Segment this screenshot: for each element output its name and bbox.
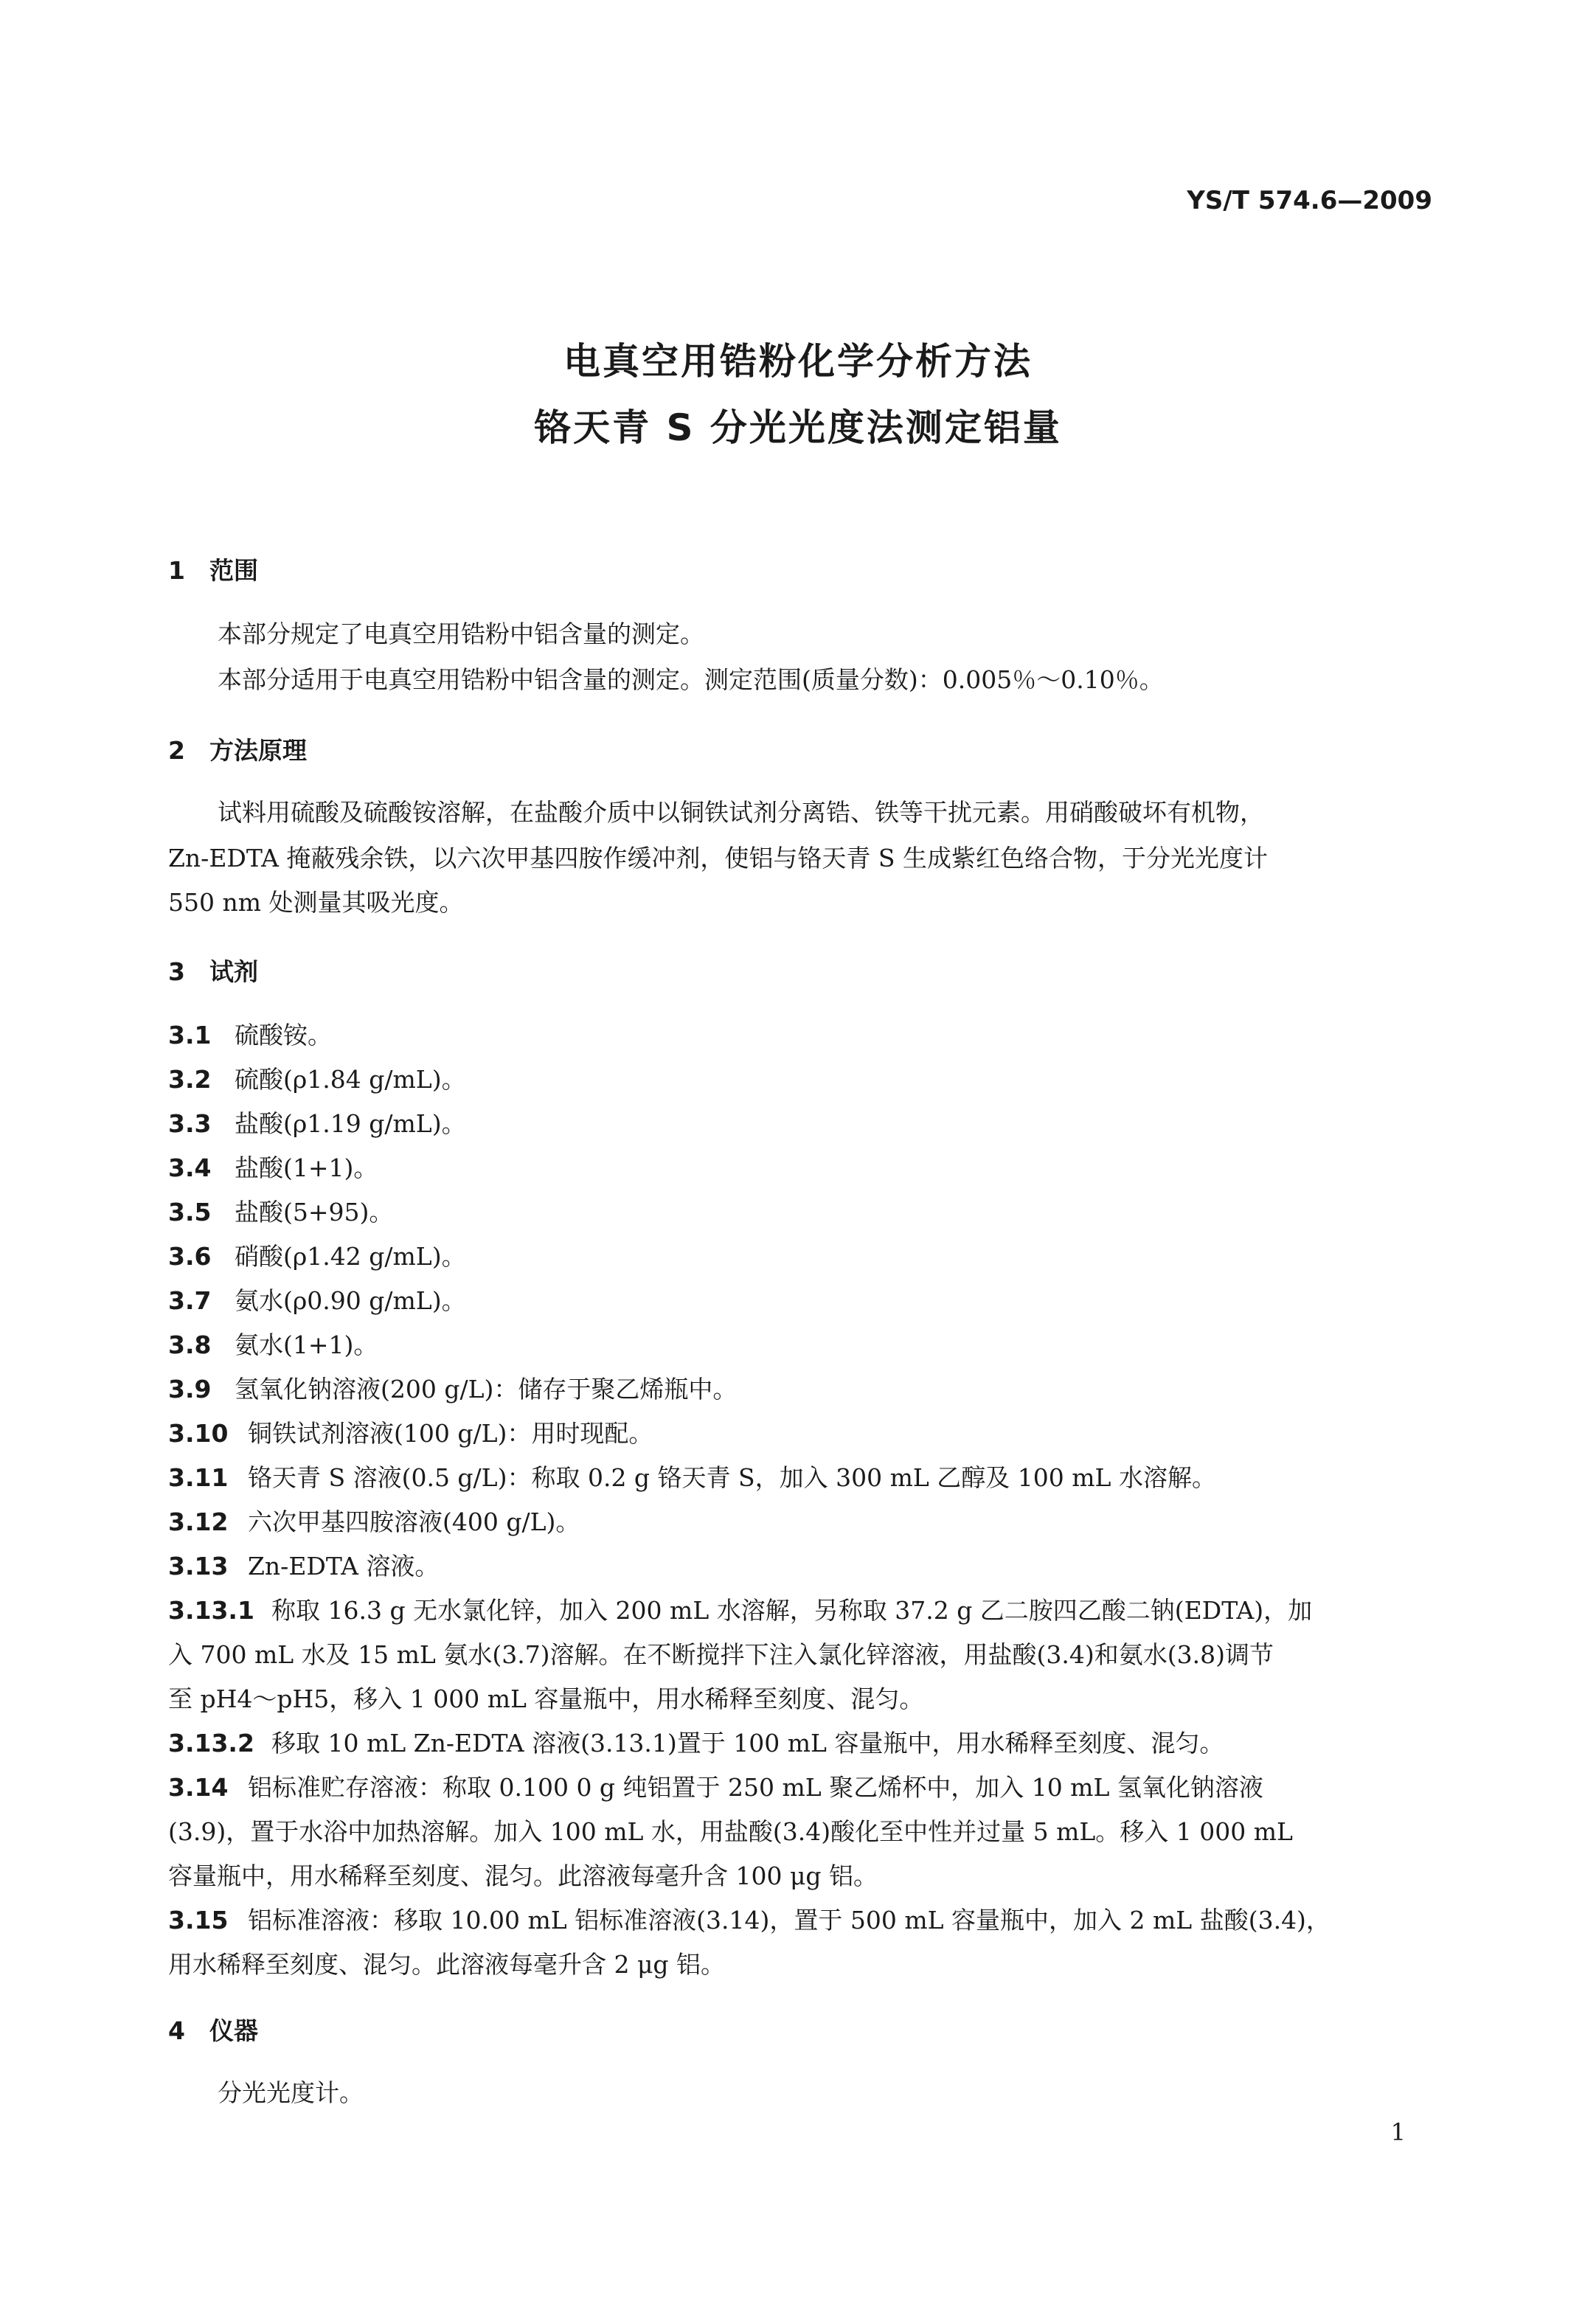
reagent-item-3-15 bbox=[168, 1898, 1437, 1943]
item-number: 3.14 bbox=[168, 1773, 229, 1802]
item-text: 铝标准贮存溶液：称取 0.100 0 g 纯铝置于 250 mL 聚乙烯杯中，加入 10 mL 氢氧化钠溶液 bbox=[248, 1773, 1263, 1802]
page-number: 1 bbox=[1390, 2118, 1406, 2146]
reagent-item bbox=[168, 1323, 1437, 1367]
reagent-item bbox=[168, 1456, 1437, 1500]
reagent-item bbox=[168, 1544, 1437, 1589]
item-number: 3.2 bbox=[168, 1065, 212, 1094]
section-number: 1 bbox=[168, 556, 185, 585]
item-number: 3.13.2 bbox=[168, 1729, 254, 1758]
standard-number: YS/T 574.6—2009 bbox=[1187, 186, 1432, 215]
item-number: 3.7 bbox=[168, 1286, 212, 1315]
item-text: 氢氧化钠溶液(200 g/L)：储存于聚乙烯瓶中。 bbox=[235, 1375, 738, 1403]
item-text: 盐酸(5+95)。 bbox=[235, 1198, 394, 1226]
section-3-heading bbox=[168, 953, 258, 988]
reagent-subitem-3-13-1-line-2: 入 700 mL 水及 15 mL 氨水(3.7)溶解。在不断搅拌下注入氯化锌溶液，用盐酸(3.4)和氨水(3.8)调节 bbox=[168, 1640, 1274, 1669]
section-number: 3 bbox=[168, 957, 185, 986]
section-title: 范围 bbox=[209, 556, 258, 585]
item-text: 硝酸(ρ1.42 g/mL)。 bbox=[235, 1242, 466, 1271]
item-text: 氨水(ρ0.90 g/mL)。 bbox=[235, 1286, 466, 1315]
section-title: 试剂 bbox=[209, 957, 258, 986]
item-number: 3.1 bbox=[168, 1021, 212, 1049]
item-number: 3.9 bbox=[168, 1375, 212, 1403]
item-text: 六次甲基四胺溶液(400 g/L)。 bbox=[248, 1507, 580, 1536]
item-text: 铝标准溶液：移取 10.00 mL 铝标准溶液(3.14)，置于 500 mL 容量瓶中，加入 2 mL 盐酸(3.4)， bbox=[248, 1906, 1330, 1935]
document-title-line-1: 电真空用锆粉化学分析方法 bbox=[563, 340, 1033, 383]
section-4-heading bbox=[168, 2012, 258, 2047]
item-number: 3.15 bbox=[168, 1906, 229, 1935]
reagent-item-3-14-line-3: 容量瓶中，用水稀释至刻度、混匀。此溶液每毫升含 100 μg 铝。 bbox=[168, 1861, 878, 1890]
section-2-line-1: 试料用硫酸及硫酸铵溶解，在盐酸介质中以铜铁试剂分离锆、铁等干扰元素。用硝酸破坏有机物， bbox=[218, 798, 1264, 827]
reagent-item-3-14-line-2: (3.9)，置于水浴中加热溶解。加入 100 mL 水，用盐酸(3.4)酸化至中性并过量 5 mL。移入 1 000 mL bbox=[168, 1817, 1293, 1846]
section-1-paragraph-1: 本部分规定了电真空用锆粉中铝含量的测定。 bbox=[218, 620, 704, 648]
item-text: 铬天青 S 溶液(0.5 g/L)：称取 0.2 g 铬天青 S，加入 300 mL 乙醇及 100 mL 水溶解。 bbox=[248, 1463, 1216, 1492]
reagent-item bbox=[168, 1279, 1437, 1323]
reagent-item bbox=[168, 1190, 1437, 1235]
reagent-item bbox=[168, 1367, 1437, 1412]
reagent-subitem-3-13-2 bbox=[168, 1721, 1437, 1766]
item-text: 硫酸(ρ1.84 g/mL)。 bbox=[235, 1065, 466, 1094]
reagent-subitem-3-13-1-line-3: 至 pH4～pH5，移入 1 000 mL 容量瓶中，用水稀释至刻度、混匀。 bbox=[168, 1684, 924, 1713]
item-text: 称取 16.3 g 无水氯化锌，加入 200 mL 水溶解，另称取 37.2 g 乙二胺四乙酸二钠(EDTA)，加 bbox=[271, 1596, 1313, 1625]
reagent-item bbox=[168, 1058, 1437, 1102]
section-title: 方法原理 bbox=[209, 736, 307, 765]
item-text: 盐酸(ρ1.19 g/mL)。 bbox=[235, 1109, 466, 1138]
item-number: 3.6 bbox=[168, 1242, 212, 1271]
section-number: 4 bbox=[168, 2016, 185, 2045]
item-number: 3.13 bbox=[168, 1552, 229, 1580]
item-text: 盐酸(1+1)。 bbox=[235, 1153, 378, 1182]
item-number: 3.12 bbox=[168, 1507, 229, 1536]
section-title: 仪器 bbox=[209, 2016, 258, 2045]
item-number: 3.11 bbox=[168, 1463, 229, 1492]
reagent-item bbox=[168, 1500, 1437, 1544]
document-title-line-2: 铬天青 S 分光光度法测定铝量 bbox=[534, 406, 1062, 449]
item-text: Zn-EDTA 溶液。 bbox=[248, 1552, 440, 1580]
item-number: 3.5 bbox=[168, 1198, 212, 1226]
reagent-item bbox=[168, 1235, 1437, 1279]
item-text: 铜铁试剂溶液(100 g/L)：用时现配。 bbox=[248, 1419, 653, 1448]
section-1-paragraph-2: 本部分适用于电真空用锆粉中铝含量的测定。测定范围(质量分数)：0.005％～0.10％。 bbox=[218, 665, 1164, 694]
reagent-item-3-15-line-2: 用水稀释至刻度、混匀。此溶液每毫升含 2 μg 铝。 bbox=[168, 1950, 726, 1979]
item-text: 氨水(1+1)。 bbox=[235, 1330, 378, 1359]
section-2-line-2: Zn-EDTA 掩蔽残余铁，以六次甲基四胺作缓冲剂，使铝与铬天青 S 生成紫红色络合物，于分光光度计 bbox=[168, 844, 1268, 872]
reagent-item-3-14 bbox=[168, 1766, 1437, 1810]
section-2-heading bbox=[168, 732, 307, 766]
section-number: 2 bbox=[168, 736, 185, 765]
section-2-line-3: 550 nm 处测量其吸光度。 bbox=[168, 888, 464, 917]
section-1-heading bbox=[168, 552, 258, 586]
item-number: 3.8 bbox=[168, 1330, 212, 1359]
reagent-subitem-3-13-1 bbox=[168, 1589, 1437, 1633]
reagent-item bbox=[168, 1412, 1437, 1456]
reagent-item bbox=[168, 1102, 1437, 1146]
item-number: 3.13.1 bbox=[168, 1596, 254, 1625]
item-number: 3.3 bbox=[168, 1109, 212, 1138]
section-4-paragraph-1: 分光光度计。 bbox=[218, 2078, 364, 2107]
item-number: 3.4 bbox=[168, 1153, 212, 1182]
reagent-item bbox=[168, 1013, 1437, 1058]
item-number: 3.10 bbox=[168, 1419, 229, 1448]
item-text: 移取 10 mL Zn-EDTA 溶液(3.13.1)置于 100 mL 容量瓶中，用水稀释至刻度、混匀。 bbox=[271, 1729, 1224, 1758]
item-text: 硫酸铵。 bbox=[235, 1021, 332, 1049]
reagent-item bbox=[168, 1146, 1437, 1190]
